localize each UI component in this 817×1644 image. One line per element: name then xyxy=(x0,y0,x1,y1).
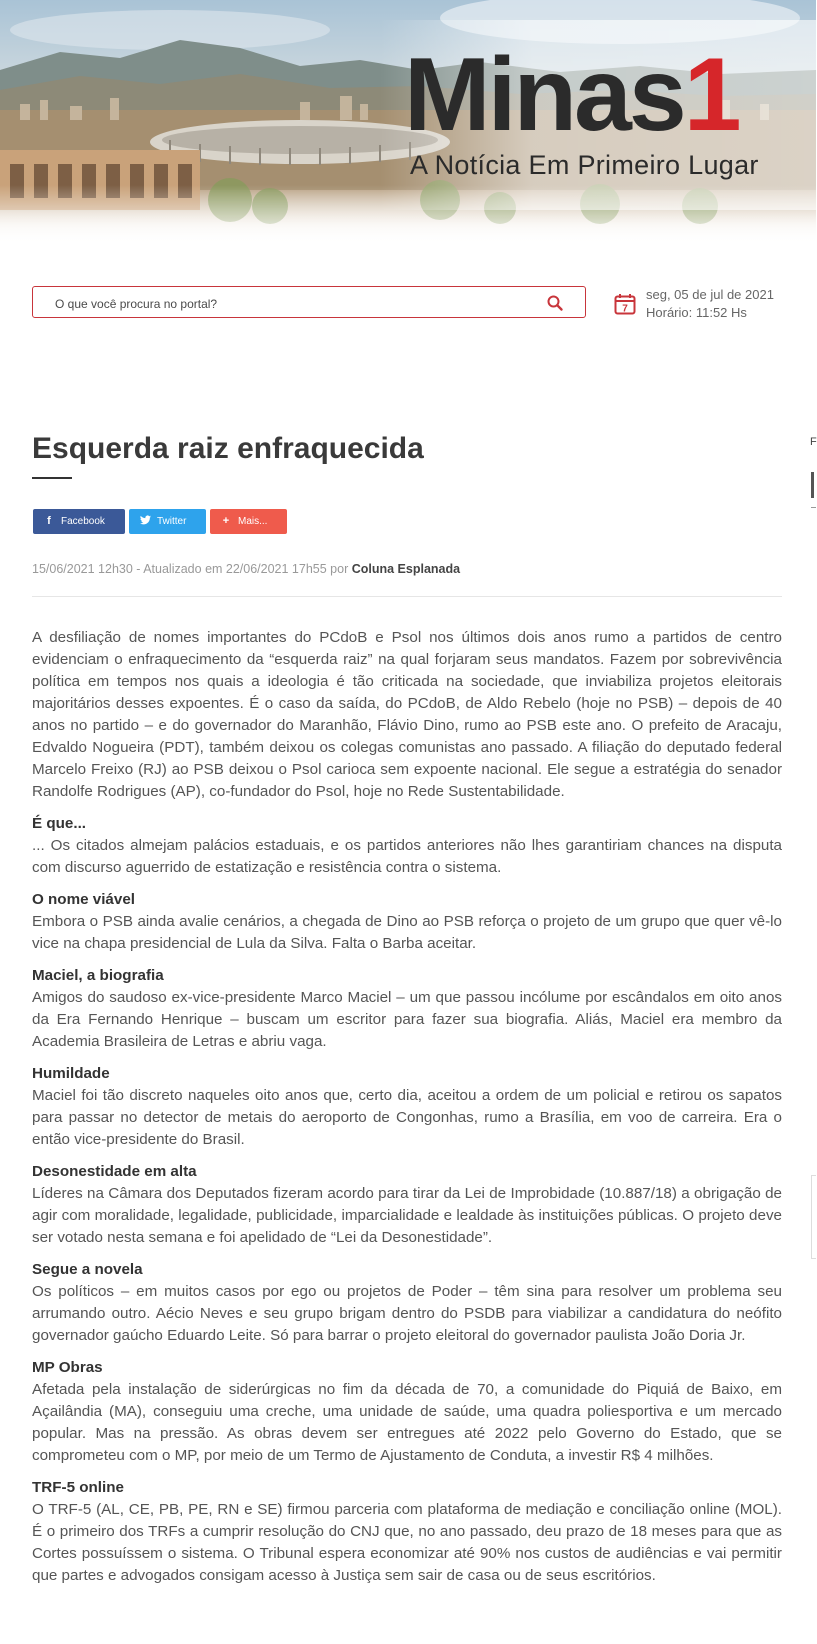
article-section xyxy=(32,1477,782,1587)
sidebar-heading-fragment: F xyxy=(810,436,817,448)
site-tagline: A Notícia Em Primeiro Lugar xyxy=(410,150,759,180)
section-text: Os políticos – em muitos casos por ego ou projetos de Poder – têm sina para resolver um problema seu arrumando outro. Aécio Neves e seu grupo brigam dentro do PSDB para viabilizar a candidatura do neófito governador gaúcho Eduardo Leite. Só para barrar o projeto eleitoral do governador paulista João Doria Jr. xyxy=(32,1283,782,1344)
facebook-share-button[interactable] xyxy=(33,509,125,534)
search-input[interactable] xyxy=(53,293,537,315)
facebook-share-label: Facebook xyxy=(61,516,105,527)
article-intro: A desfiliação de nomes importantes do PCdoB e Psol nos últimos dois anos rumo a partidos de centro evidenciam o enfraquecimento da “esquerda raiz” na qual forjaram seus mandatos. Fazem por sobrevivência política em tempos nos quais a ideologia é tão criticada na sociedade, que inviabiliza projetos eleitorais majoritários desses expoentes. É o caso da saída, do PCdoB, de Aldo Rebelo (hoje no PSB) – depois de 40 anos no partido – e do governador do Maranhão, Flávio Dino, rumo ao PSB este ano. O prefeito de Aracaju, Edvaldo Nogueira (PDT), também deixou os colegas comunistas ano passado. A filiação do deputado federal Marcelo Freixo (RJ) ao PSB deixou o Psol carioca sem expoente nacional. Ele segue a estratégia do senador Randolfe Rodrigues (AP), co-fundador do Psol, hoje no Rede Sustentabilidade. xyxy=(32,629,782,800)
article-section xyxy=(32,813,782,879)
section-text: Maciel foi tão discreto naqueles oito anos que, certo dia, aceitou a ordem de um policial e retirou os sapatos para passar no detector de metais do aeroporto de Congonhas, rumo a Brasília, em voo de carreira. Era o então vice-presidente do Brasil. xyxy=(32,1087,782,1148)
section-text: Embora o PSB ainda avalie cenários, a chegada de Dino ao PSB reforça o projeto de um grupo que quer vê-lo vice na chapa presidencial de Lula da Silva. Falta o Barba aceitar. xyxy=(32,913,782,952)
article-section xyxy=(32,1259,782,1347)
calendar-day-number: 7 xyxy=(622,303,628,315)
byline-separator: por xyxy=(326,562,352,576)
twitter-share-label: Twitter xyxy=(157,516,187,527)
article-section xyxy=(32,1161,782,1249)
twitter-icon xyxy=(139,509,151,534)
search-box xyxy=(32,286,586,318)
article-author[interactable]: Coluna Esplanada xyxy=(351,562,461,576)
section-heading: MP Obras xyxy=(32,1359,103,1376)
search-icon[interactable] xyxy=(547,295,563,311)
article-section xyxy=(32,1357,782,1467)
section-heading: TRF-5 online xyxy=(32,1479,124,1496)
article-body xyxy=(32,627,782,1597)
section-text: ... Os citados almejam palácios estaduais, e os partidos anteriores não lhes garantiriam chances na disputa com discurso aguerrido de estatização e resistência contra o sistema. xyxy=(32,837,782,876)
article-section xyxy=(32,889,782,955)
sidebar-widget-fragment xyxy=(811,1175,816,1259)
section-heading: Humildade xyxy=(32,1065,110,1082)
title-underline xyxy=(32,477,72,479)
article-section xyxy=(32,965,782,1053)
logo-text: Minas1 xyxy=(404,37,739,153)
current-time: Horário: 11:52 Hs xyxy=(646,305,747,320)
more-share-label: Mais... xyxy=(238,516,268,527)
section-heading: Desonestidade em alta xyxy=(32,1163,197,1180)
section-text: Líderes na Câmara dos Deputados fizeram acordo para tirar da Lei de Improbidade (10.887/18) a obrigação de agir com moralidade, legalidade, publicidade, imparcialidade e lealdade às instituições públicas. O projeto deve ser votado nesta semana e foi apelidado de “Lei da Desonestidade”. xyxy=(32,1185,782,1246)
current-date: seg, 05 de jul de 2021 xyxy=(646,287,774,302)
section-heading: É que... xyxy=(32,815,87,832)
article-meta xyxy=(32,562,460,576)
section-heading: O nome viável xyxy=(32,891,135,908)
sidebar-divider xyxy=(811,507,816,508)
updated-date: - Atualizado em 22/06/2021 17h55 xyxy=(132,562,327,576)
section-heading: Segue a novela xyxy=(32,1261,143,1278)
published-date: 15/06/2021 12h30 xyxy=(32,562,133,576)
meta-divider xyxy=(32,596,782,597)
section-text: Afetada pela instalação de siderúrgicas no fim da década de 70, a comunidade do Piquiá de Baixo, em Açailândia (MA), conseguiu uma creche, uma unidade de saúde, uma quadra poliesportiva e um mercado popular. Mas na pressão. As obras devem ser entregues até 2022 pelo Governo do Estado, que se comprometeu com o MP, por meio de um Termo de Ajustamento de Conduta, a investir R$ 4 milhões. xyxy=(32,1381,782,1464)
plus-icon: + xyxy=(222,515,230,527)
section-heading: Maciel, a biografia xyxy=(32,967,164,984)
article-section xyxy=(32,1063,782,1151)
calendar-icon xyxy=(614,293,636,315)
date-display xyxy=(646,286,774,322)
section-text: Amigos do saudoso ex-vice-presidente Marco Maciel – um que passou incólume por escândalos em oito anos da Era Fernando Henrique – buscam um escritor para fazer sua biografia. Aliás, Maciel era membro da Academia Brasileira de Letras e abriu vaga. xyxy=(32,989,782,1050)
sidebar-accent-bar xyxy=(811,472,814,498)
facebook-icon: f xyxy=(47,515,51,527)
site-logo[interactable] xyxy=(404,37,804,190)
header-banner xyxy=(0,0,816,245)
twitter-share-button[interactable] xyxy=(129,509,206,534)
article-title: Esquerda raiz enfraquecida xyxy=(32,432,424,465)
section-text: O TRF-5 (AL, CE, PB, PE, RN e SE) firmou parceria com plataforma de mediação e conciliação online (MOL). É o primeiro dos TRFs a cumprir resolução do CNJ que, no ano passado, deu prazo de 18 meses para que as Cortes possuíssem o sistema. O Tribunal espera economizar até 90% nos custos de audiências e vai permitir que partes e advogados consigam acesso à Justiça sem sair de casa ou de seus escritórios. xyxy=(32,1501,782,1584)
more-share-button[interactable] xyxy=(210,509,287,534)
